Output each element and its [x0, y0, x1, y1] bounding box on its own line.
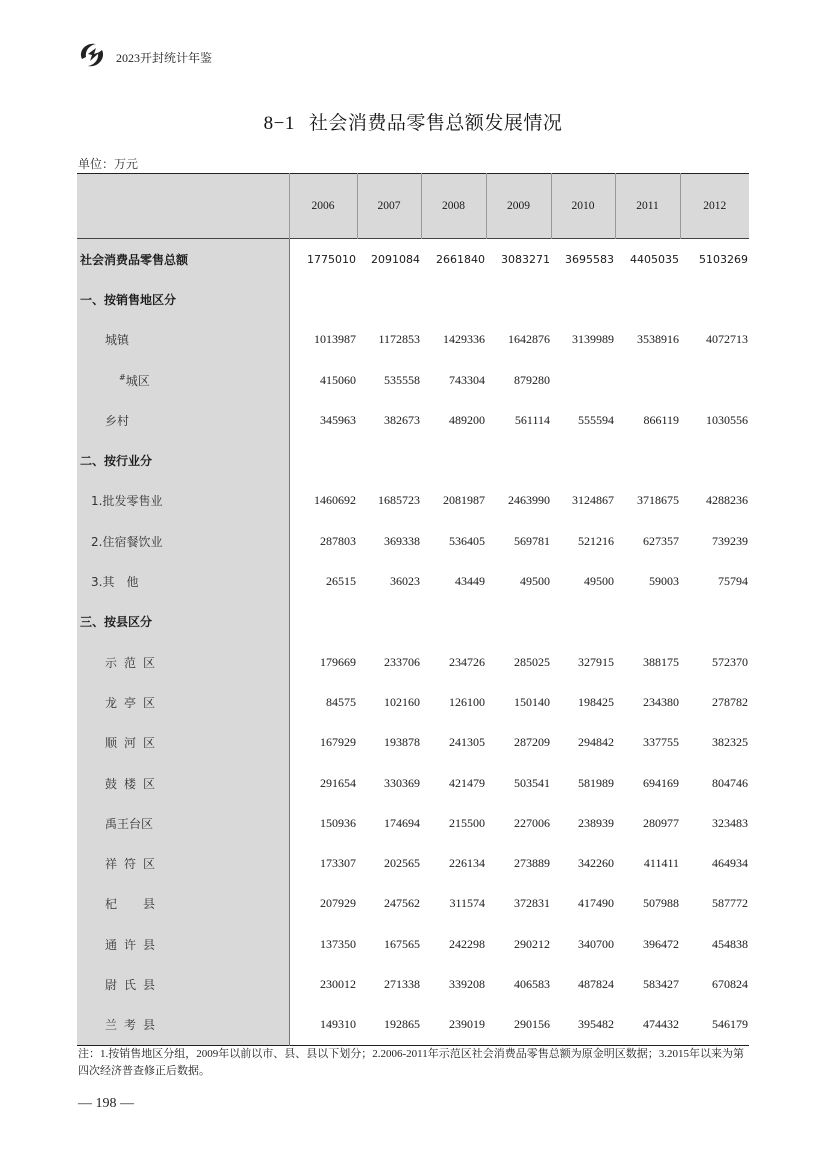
table-cell: 234380 — [643, 694, 679, 709]
table-row — [77, 561, 749, 601]
table-cell — [289, 440, 357, 480]
table-cell: 1429336 — [443, 332, 485, 347]
unit-label: 单位：万元 — [78, 157, 139, 171]
table-cell: 278782 — [712, 694, 748, 709]
row-label: 3.其 他 — [77, 561, 289, 601]
table-cell — [486, 279, 551, 319]
table-cell — [615, 360, 680, 400]
table-cell: 1460692 — [314, 493, 356, 508]
year-header: 2011 — [615, 174, 680, 239]
table-cell: 271338 — [384, 976, 420, 991]
table-cell — [289, 279, 357, 319]
row-label — [77, 360, 289, 400]
table-row — [77, 803, 749, 843]
table-title-text: 社会消费品零售总额发展情况 — [308, 113, 563, 134]
table-cell — [421, 279, 486, 319]
table-cell — [680, 602, 749, 642]
table-cell: 415060 — [320, 372, 356, 387]
table-cell: 879280 — [514, 372, 550, 387]
table-cell: 521216 — [578, 533, 614, 548]
table-row — [77, 602, 749, 642]
table-row — [77, 400, 749, 440]
table-cell: 311574 — [449, 896, 485, 911]
data-table — [77, 173, 749, 1046]
table-row — [77, 1005, 749, 1046]
table-cell: 546179 — [712, 1017, 748, 1032]
table-cell: 150140 — [514, 694, 550, 709]
table-cell: 561114 — [514, 412, 550, 427]
table-body — [77, 239, 749, 1046]
table-cell: 215500 — [449, 815, 485, 830]
table-cell: 192865 — [384, 1017, 420, 1032]
table-cell: 572370 — [712, 654, 748, 669]
table-cell: 233706 — [384, 654, 420, 669]
table-cell: 239019 — [449, 1017, 485, 1032]
table-cell — [421, 602, 486, 642]
table-cell: 4405035 — [630, 252, 679, 266]
table-cell: 238939 — [578, 815, 614, 830]
row-label: 杞 县 — [77, 884, 289, 924]
table-cell: 241305 — [449, 735, 485, 750]
table-cell: 202565 — [384, 856, 420, 871]
table-cell: 474432 — [643, 1017, 679, 1032]
table-row — [77, 320, 749, 360]
table-cell: 345963 — [320, 412, 356, 427]
table-cell: 1642876 — [508, 332, 550, 347]
table-cell — [615, 279, 680, 319]
table-cell: 382673 — [384, 412, 420, 427]
row-label: 兰考县 — [77, 1005, 289, 1046]
table-cell: 340700 — [578, 936, 614, 951]
table-cell: 167929 — [320, 735, 356, 750]
table-cell: 75794 — [718, 574, 748, 589]
table-row — [77, 521, 749, 561]
table-cell: 406583 — [514, 976, 550, 991]
table-cell: 327915 — [578, 654, 614, 669]
table-cell: 421479 — [449, 775, 485, 790]
table-cell: 670824 — [712, 976, 748, 991]
table-cell: 411411 — [643, 856, 679, 871]
table-row — [77, 924, 749, 964]
table-cell: 173307 — [320, 856, 356, 871]
table-cell: 285025 — [514, 654, 550, 669]
table-cell: 291654 — [320, 775, 356, 790]
table-cell: 4288236 — [706, 493, 748, 508]
table-cell: 583427 — [643, 976, 679, 991]
table-cell: 226134 — [449, 856, 485, 871]
table-cell: 207929 — [320, 896, 356, 911]
table-cell: 866119 — [643, 412, 679, 427]
table-cell — [680, 360, 749, 400]
table-cell: 137350 — [320, 936, 356, 951]
row-label-mark: # — [119, 372, 126, 382]
table-cell: 287209 — [514, 735, 550, 750]
table-row — [77, 964, 749, 1004]
table-cell: 388175 — [643, 654, 679, 669]
table-cell: 1775010 — [307, 252, 356, 266]
table-cell: 3695583 — [565, 252, 614, 266]
table-cell: 581989 — [578, 775, 614, 790]
table-row — [77, 481, 749, 521]
year-header: 2012 — [680, 174, 749, 239]
table-cell: 417490 — [578, 896, 614, 911]
table-cell — [551, 279, 615, 319]
table-cell: 102160 — [384, 694, 420, 709]
table-cell: 804746 — [712, 775, 748, 790]
table-row — [77, 239, 749, 280]
year-header: 2010 — [551, 174, 615, 239]
table-cell: 174694 — [384, 815, 420, 830]
table-cell: 507988 — [643, 896, 679, 911]
table-cell: 167565 — [384, 936, 420, 951]
table-number: 8−1 — [263, 113, 295, 134]
table-cell: 1172853 — [378, 332, 420, 347]
row-label-text: 城区 — [125, 373, 150, 388]
table-cell: 337755 — [643, 735, 679, 750]
table-cell: 234726 — [449, 654, 485, 669]
table-cell: 49500 — [520, 574, 550, 589]
table-cell: 150936 — [320, 815, 356, 830]
table-cell — [357, 602, 421, 642]
footnote: 注：1.按销售地区分组，2009年以前以市、县、县以下划分；2.2006-2011年示范区社会消费品零售总额为原金明区数据；3.2015年以来为第四次经济普查修正后数据。 — [78, 1048, 745, 1077]
table-row — [77, 279, 749, 319]
table-cell: 694169 — [643, 775, 679, 790]
row-label: 二、按行业分 — [77, 440, 289, 480]
table-cell — [486, 602, 551, 642]
header-corner — [77, 174, 289, 239]
table-cell: 3139989 — [572, 332, 614, 347]
table-row — [77, 884, 749, 924]
row-label: 一、按销售地区分 — [77, 279, 289, 319]
table-cell: 489200 — [449, 412, 485, 427]
table-cell: 149310 — [320, 1017, 356, 1032]
row-label: 禹王台区 — [77, 803, 289, 843]
row-label: 通许县 — [77, 924, 289, 964]
row-label: 顺河区 — [77, 723, 289, 763]
table-cell: 743304 — [449, 372, 485, 387]
row-label: 尉氏县 — [77, 964, 289, 1004]
table-cell: 294842 — [578, 735, 614, 750]
table-row — [77, 763, 749, 803]
table-cell: 290156 — [514, 1017, 550, 1032]
table-row — [77, 682, 749, 722]
page-header — [76, 38, 212, 72]
table-cell: 287803 — [320, 533, 356, 548]
table-cell: 395482 — [578, 1017, 614, 1032]
table-cell — [615, 602, 680, 642]
year-header: 2007 — [357, 174, 421, 239]
kaifeng-logo-icon — [76, 39, 108, 71]
table-cell: 330369 — [384, 775, 420, 790]
table-cell: 3124867 — [572, 493, 614, 508]
table-cell: 198425 — [578, 694, 614, 709]
table-cell — [357, 440, 421, 480]
row-label: 鼓楼区 — [77, 763, 289, 803]
table-cell: 503541 — [514, 775, 550, 790]
table-cell: 339208 — [449, 976, 485, 991]
table-cell — [421, 440, 486, 480]
table-cell — [615, 440, 680, 480]
table-cell: 5103269 — [699, 252, 748, 266]
row-label: 乡村 — [77, 400, 289, 440]
year-header: 2008 — [421, 174, 486, 239]
table-cell — [289, 602, 357, 642]
table-cell: 1685723 — [378, 493, 420, 508]
table-cell: 230012 — [320, 976, 356, 991]
row-label: 社会消费品零售总额 — [77, 239, 289, 280]
table-cell: 627357 — [643, 533, 679, 548]
row-label: 1.批发零售业 — [77, 481, 289, 521]
table-cell: 382325 — [712, 735, 748, 750]
table-row — [77, 723, 749, 763]
page-number: — 198 — — [78, 1096, 134, 1111]
table-cell: 535558 — [384, 372, 420, 387]
table-cell — [486, 440, 551, 480]
table-cell — [551, 360, 615, 400]
yearbook-title: 2023开封统计年鉴 — [116, 50, 213, 65]
table-cell — [357, 279, 421, 319]
table-row — [77, 440, 749, 480]
row-label: 城镇 — [77, 320, 289, 360]
table-cell: 342260 — [578, 856, 614, 871]
table-cell — [680, 440, 749, 480]
year-header: 2006 — [289, 174, 357, 239]
table-cell: 242298 — [449, 936, 485, 951]
row-label: 2.住宿餐饮业 — [77, 521, 289, 561]
row-label: 三、按县区分 — [77, 602, 289, 642]
table-cell: 84575 — [326, 694, 356, 709]
table-cell: 369338 — [384, 533, 420, 548]
table-cell: 126100 — [449, 694, 485, 709]
table-cell: 59003 — [649, 574, 679, 589]
table-cell: 464934 — [712, 856, 748, 871]
table-cell: 323483 — [712, 815, 748, 830]
table-cell: 3538916 — [637, 332, 679, 347]
row-label: 龙亭区 — [77, 682, 289, 722]
table-cell: 454838 — [712, 936, 748, 951]
table-cell: 290212 — [514, 936, 550, 951]
table-cell: 3718675 — [637, 493, 679, 508]
table-cell: 49500 — [584, 574, 614, 589]
table-row — [77, 843, 749, 883]
table-cell: 280977 — [643, 815, 679, 830]
table-cell: 555594 — [578, 412, 614, 427]
row-label: 祥符区 — [77, 843, 289, 883]
row-label: 示范区 — [77, 642, 289, 682]
table-cell: 587772 — [712, 896, 748, 911]
table-cell: 2091084 — [371, 252, 420, 266]
table-cell: 487824 — [578, 976, 614, 991]
year-header: 2009 — [486, 174, 551, 239]
table-cell: 4072713 — [706, 332, 748, 347]
table-title — [0, 108, 826, 135]
table-cell: 2463990 — [508, 493, 550, 508]
table-cell: 273889 — [514, 856, 550, 871]
table-cell: 26515 — [326, 574, 356, 589]
table-cell — [551, 602, 615, 642]
table-cell: 193878 — [384, 735, 420, 750]
table-cell — [680, 279, 749, 319]
table-cell: 536405 — [449, 533, 485, 548]
table-cell: 36023 — [390, 574, 420, 589]
table-cell: 1030556 — [706, 412, 748, 427]
table-cell: 1013987 — [314, 332, 356, 347]
table-cell: 179669 — [320, 654, 356, 669]
table-row — [77, 642, 749, 682]
table-cell: 43449 — [455, 574, 485, 589]
table-cell: 227006 — [514, 815, 550, 830]
table-row — [77, 360, 749, 400]
table-cell: 739239 — [712, 533, 748, 548]
table-cell: 2661840 — [436, 252, 485, 266]
table-cell: 2081987 — [443, 493, 485, 508]
table-cell: 3083271 — [501, 252, 550, 266]
table-cell: 247562 — [384, 896, 420, 911]
table-cell: 396472 — [643, 936, 679, 951]
table-cell: 372831 — [514, 896, 550, 911]
table-cell: 569781 — [514, 533, 550, 548]
table-cell — [551, 440, 615, 480]
table-header-row — [77, 174, 749, 239]
